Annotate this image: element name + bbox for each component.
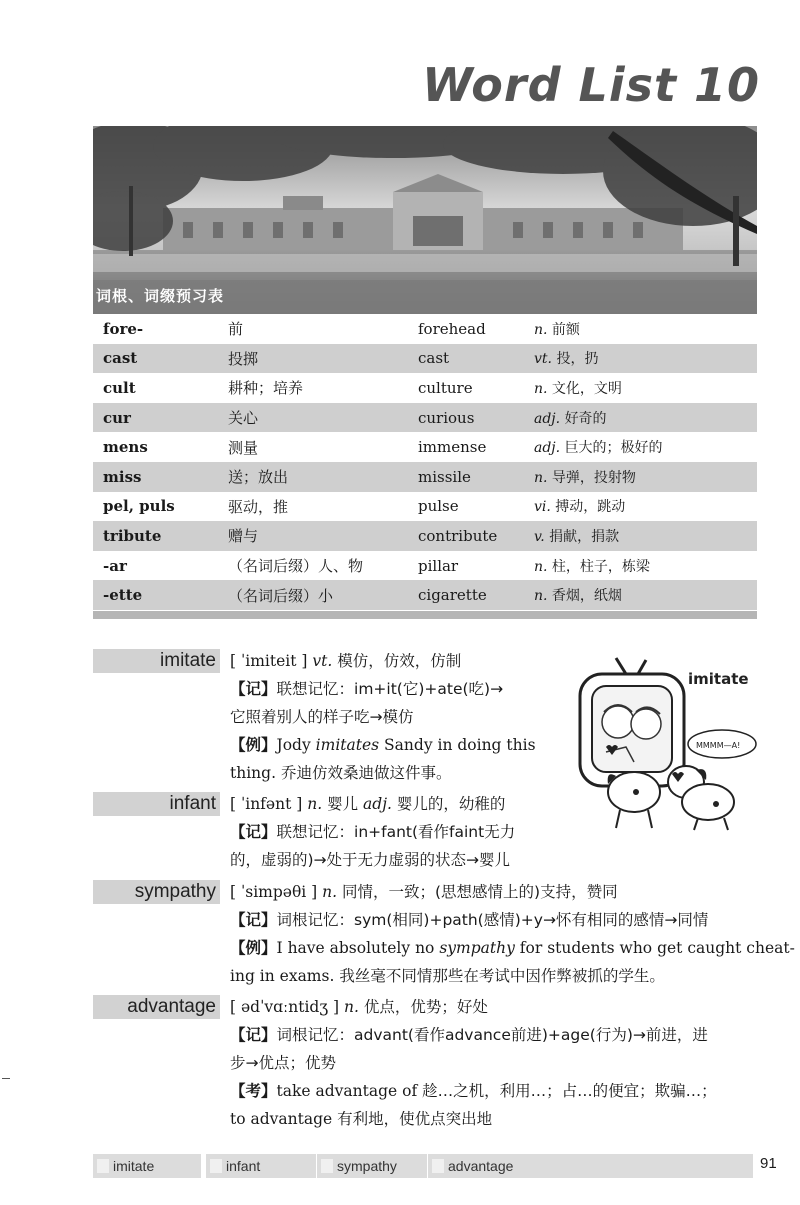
example-cell: cast xyxy=(408,344,524,374)
example-cell: cigarette xyxy=(408,580,524,610)
footer-tab-sympathy: sympathy xyxy=(317,1154,427,1178)
example-cell: pulse xyxy=(418,497,459,516)
root-cell: -ette xyxy=(93,580,218,610)
margin-mark xyxy=(2,1078,10,1079)
definition-cell: adj. 好奇的 xyxy=(524,403,757,433)
entry-advantage: [ ədˈvɑːntidʒ ] n. 优点，优势；好处 【记】词根记忆：advant(看作advance前进)+age(行为)→前进，进 步→优点；优势 【考】take advantage of 趁…之机，利用…；占…的便宜；欺骗…； to advantage 有利地，使优点突出地 xyxy=(230,998,717,1128)
root-affix-table xyxy=(93,314,757,610)
definition-cell: n. 前额 xyxy=(534,321,580,338)
table-row xyxy=(93,580,757,610)
footer-tab-imitate: imitate xyxy=(93,1154,201,1178)
headword-imitate: imitate xyxy=(93,649,220,673)
footer-tab-advantage: advantage xyxy=(428,1154,753,1178)
example-cell: curious xyxy=(408,403,524,433)
table-row xyxy=(93,492,757,522)
root-cell: fore- xyxy=(103,319,144,338)
root-cell: mens xyxy=(103,438,148,457)
headword-infant: infant xyxy=(93,792,220,816)
root-cell: cur xyxy=(93,403,218,433)
meaning-cell: 前 xyxy=(228,320,244,339)
page-title: Word List 10 xyxy=(422,58,760,112)
meaning-cell: 投掷 xyxy=(218,344,408,374)
page-number: 91 xyxy=(760,1155,777,1172)
example-cell: missile xyxy=(408,462,524,492)
definition-cell: n. 文化，文明 xyxy=(534,380,622,397)
table-row xyxy=(93,432,757,462)
example-cell: pillar xyxy=(418,556,459,575)
root-cell: cast xyxy=(93,344,218,374)
definition-cell: n. 导弹，投射物 xyxy=(524,462,757,492)
meaning-cell: 驱动，推 xyxy=(228,497,289,516)
meaning-cell: （名词后缀）小 xyxy=(218,580,408,610)
footer-tab-infant: infant xyxy=(206,1154,316,1178)
example-cell: immense xyxy=(418,438,487,457)
definition-cell: vt. 投，扔 xyxy=(524,344,757,374)
entry-sympathy: [ ˈsimpəθi ] n. 同情，一致；(思想感情上的)支持，赞同 【记】词根记忆：sym(相同)+path(感情)+y→怀有相同的感情→同情 【例】I have absolutely no sympathy for students who get caught cheat- ing in exams. 我丝毫不同情那些在考试中因作弊被抓的学生。 xyxy=(230,883,795,985)
table-row xyxy=(93,373,757,403)
speech-bubble-text: MMMM—A! xyxy=(696,741,741,750)
banner-label: 词根、词缀预习表 xyxy=(96,287,225,305)
example-cell: culture xyxy=(418,378,473,397)
definition-cell: n. 香烟，纸烟 xyxy=(524,580,757,610)
definition-cell: vi. 搏动，跳动 xyxy=(534,499,626,516)
footer-word-tabs xyxy=(93,1154,753,1178)
root-cell: tribute xyxy=(93,521,218,551)
meaning-cell: 送；放出 xyxy=(218,462,408,492)
meaning-cell: 耕种；培养 xyxy=(228,379,304,398)
table-row xyxy=(93,314,757,344)
root-cell: cult xyxy=(103,378,136,397)
table-bottom-rule xyxy=(93,611,757,619)
root-cell: pel, puls xyxy=(103,497,175,516)
headword-advantage: advantage xyxy=(93,995,220,1019)
meaning-cell: 测量 xyxy=(228,438,259,457)
table-row xyxy=(93,551,757,581)
table-row xyxy=(93,403,757,433)
entry-imitate: [ ˈimiteit ] vt. 模仿，仿效，仿制 【记】联想记忆：im+it(它)+ate(吃)→ 它照着别人的样子吃→模仿 【例】Jody imitates Sandy in doing this thing. 乔迪仿效桑迪做这件事。 xyxy=(230,652,536,782)
definition-cell: v. 捐献，捐款 xyxy=(524,521,757,551)
headword-sympathy: sympathy xyxy=(93,880,220,904)
root-cell: miss xyxy=(93,462,218,492)
meaning-cell: 关心 xyxy=(218,403,408,433)
meaning-cell: （名词后缀）人、物 xyxy=(228,557,364,576)
definition-cell: n. 柱，柱子，栋梁 xyxy=(534,558,650,575)
example-cell: contribute xyxy=(408,521,524,551)
example-cell: forehead xyxy=(418,319,486,338)
entry-infant: [ ˈinfənt ] n. 婴儿 adj. 婴儿的，幼稚的 【记】联想记忆：in+fant(看作faint无力 的，虚弱的)→处于无力虚弱的状态→婴儿 xyxy=(230,795,516,869)
meaning-cell: 赠与 xyxy=(218,521,408,551)
table-row xyxy=(93,462,757,492)
table-row xyxy=(93,344,757,374)
table-row xyxy=(93,521,757,551)
definition-cell: adj. 巨大的；极好的 xyxy=(534,440,663,457)
cartoon-illustration xyxy=(576,652,776,832)
root-cell: -ar xyxy=(103,556,127,575)
cartoon-label: imitate xyxy=(688,670,749,688)
